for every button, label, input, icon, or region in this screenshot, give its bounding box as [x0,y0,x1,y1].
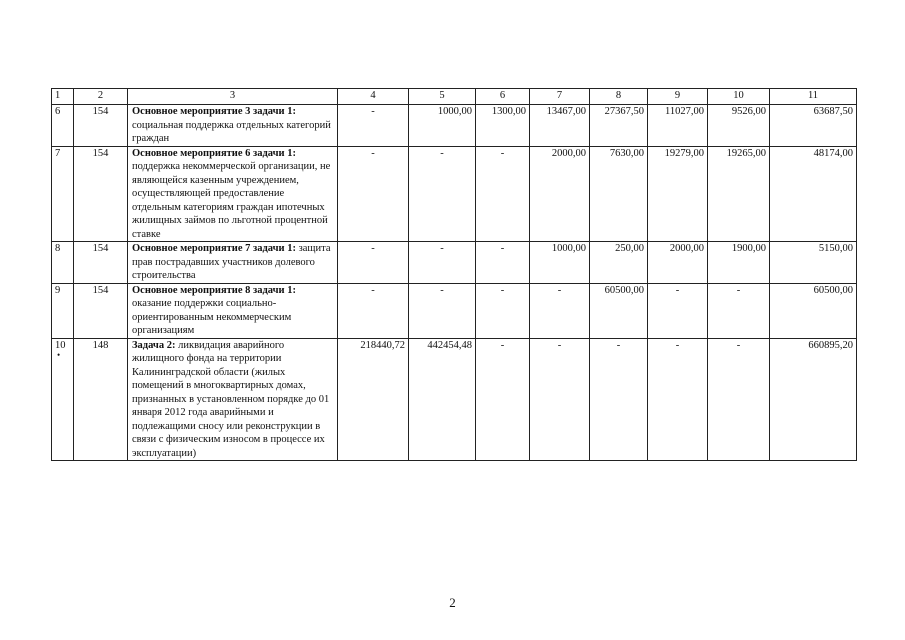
row-number: 6 [52,105,74,147]
header-cell: 11 [770,89,857,105]
row-title: Основное мероприятие 7 задачи 1: [132,243,296,254]
value-cell: 250,00 [590,242,648,284]
bullet-mark: • [57,350,61,360]
value-cell: - [648,283,708,338]
value-cell: 1300,00 [476,105,530,147]
value-cell: - [476,283,530,338]
page-number: 2 [449,595,456,610]
header-cell: 9 [648,89,708,105]
header-cell: 3 [128,89,338,105]
total-cell: 660895,20 [770,338,857,461]
table-row [52,146,857,242]
row-number: 8 [52,242,74,284]
value-cell: - [338,105,409,147]
value-cell: - [590,338,648,461]
value-cell: - [409,283,476,338]
row-text: оказание поддержки социально-ориентированным некоммерческим организациям [132,298,292,336]
value-cell: - [708,283,770,338]
row-code: 148 [74,338,128,461]
value-cell: 60500,00 [590,283,648,338]
value-cell: 442454,48 [409,338,476,461]
header-cell: 7 [530,89,590,105]
row-number: 10 [55,339,66,351]
row-text: защита прав пострадавших участников долевого строительства [132,243,331,281]
row-title: Основное мероприятие 3 задачи 1: [132,106,296,117]
total-cell: 60500,00 [770,283,857,338]
value-cell: - [530,283,590,338]
header-cell: 1 [52,89,74,105]
value-cell: 2000,00 [648,242,708,284]
value-cell: - [476,242,530,284]
row-code: 154 [74,105,128,147]
row-number: 9 [52,283,74,338]
header-cell: 2 [74,89,128,105]
value-cell: - [338,283,409,338]
row-text: поддержка некоммерческой организации, не являющейся казенным учреждением, осуществляющей предоставление отдельным категориям граждан ипотечных жилищных займов по льготной процентной ставке [132,161,331,240]
value-cell: 19279,00 [648,146,708,242]
value-cell: 218440,72 [338,338,409,461]
value-cell: 7630,00 [590,146,648,242]
value-cell: 13467,00 [530,105,590,147]
table-row [52,105,857,147]
value-cell: - [476,146,530,242]
row-number-cell [52,338,74,461]
value-cell: 19265,00 [708,146,770,242]
value-cell: 9526,00 [708,105,770,147]
row-title: Основное мероприятие 6 задачи 1: [132,147,296,159]
row-text: ликвидация аварийного жилищного фонда на территории Калининградской области (жилых помещений в многоквартирных домах, признанных в установленном порядке до 01 января 2012 года аварийными и подлежащими сносу или реконструкции в связи с физическим износом в процессе их эксплуатации) [132,339,330,459]
row-text: социальная поддержка отдельных категорий граждан [132,119,331,144]
total-cell: 48174,00 [770,146,857,242]
header-cell: 10 [708,89,770,105]
row-description [128,283,338,338]
value-cell: - [476,338,530,461]
row-number: 7 [52,146,74,242]
table-row [52,242,857,284]
value-cell: 27367,50 [590,105,648,147]
value-cell: 1000,00 [409,105,476,147]
table-row [52,338,857,461]
row-description [128,105,338,147]
value-cell: - [338,242,409,284]
value-cell: - [530,338,590,461]
header-cell: 6 [476,89,530,105]
table-row [52,283,857,338]
row-title: Задача 2: [132,339,176,351]
header-row [52,89,857,105]
value-cell: - [338,146,409,242]
header-cell: 4 [338,89,409,105]
value-cell: - [708,338,770,461]
value-cell: - [648,338,708,461]
row-code: 154 [74,283,128,338]
row-description [128,242,338,284]
value-cell: - [409,242,476,284]
row-description [128,338,338,461]
value-cell: 2000,00 [530,146,590,242]
header-cell: 8 [590,89,648,105]
header-cell: 5 [409,89,476,105]
row-description [128,146,338,242]
value-cell: 1900,00 [708,242,770,284]
row-title: Основное мероприятие 8 задачи 1: [132,284,296,296]
total-cell: 5150,00 [770,242,857,284]
row-code: 154 [74,146,128,242]
budget-table [51,88,857,461]
value-cell: 1000,00 [530,242,590,284]
value-cell: - [409,146,476,242]
value-cell: 11027,00 [648,105,708,147]
row-code: 154 [74,242,128,284]
total-cell: 63687,50 [770,105,857,147]
